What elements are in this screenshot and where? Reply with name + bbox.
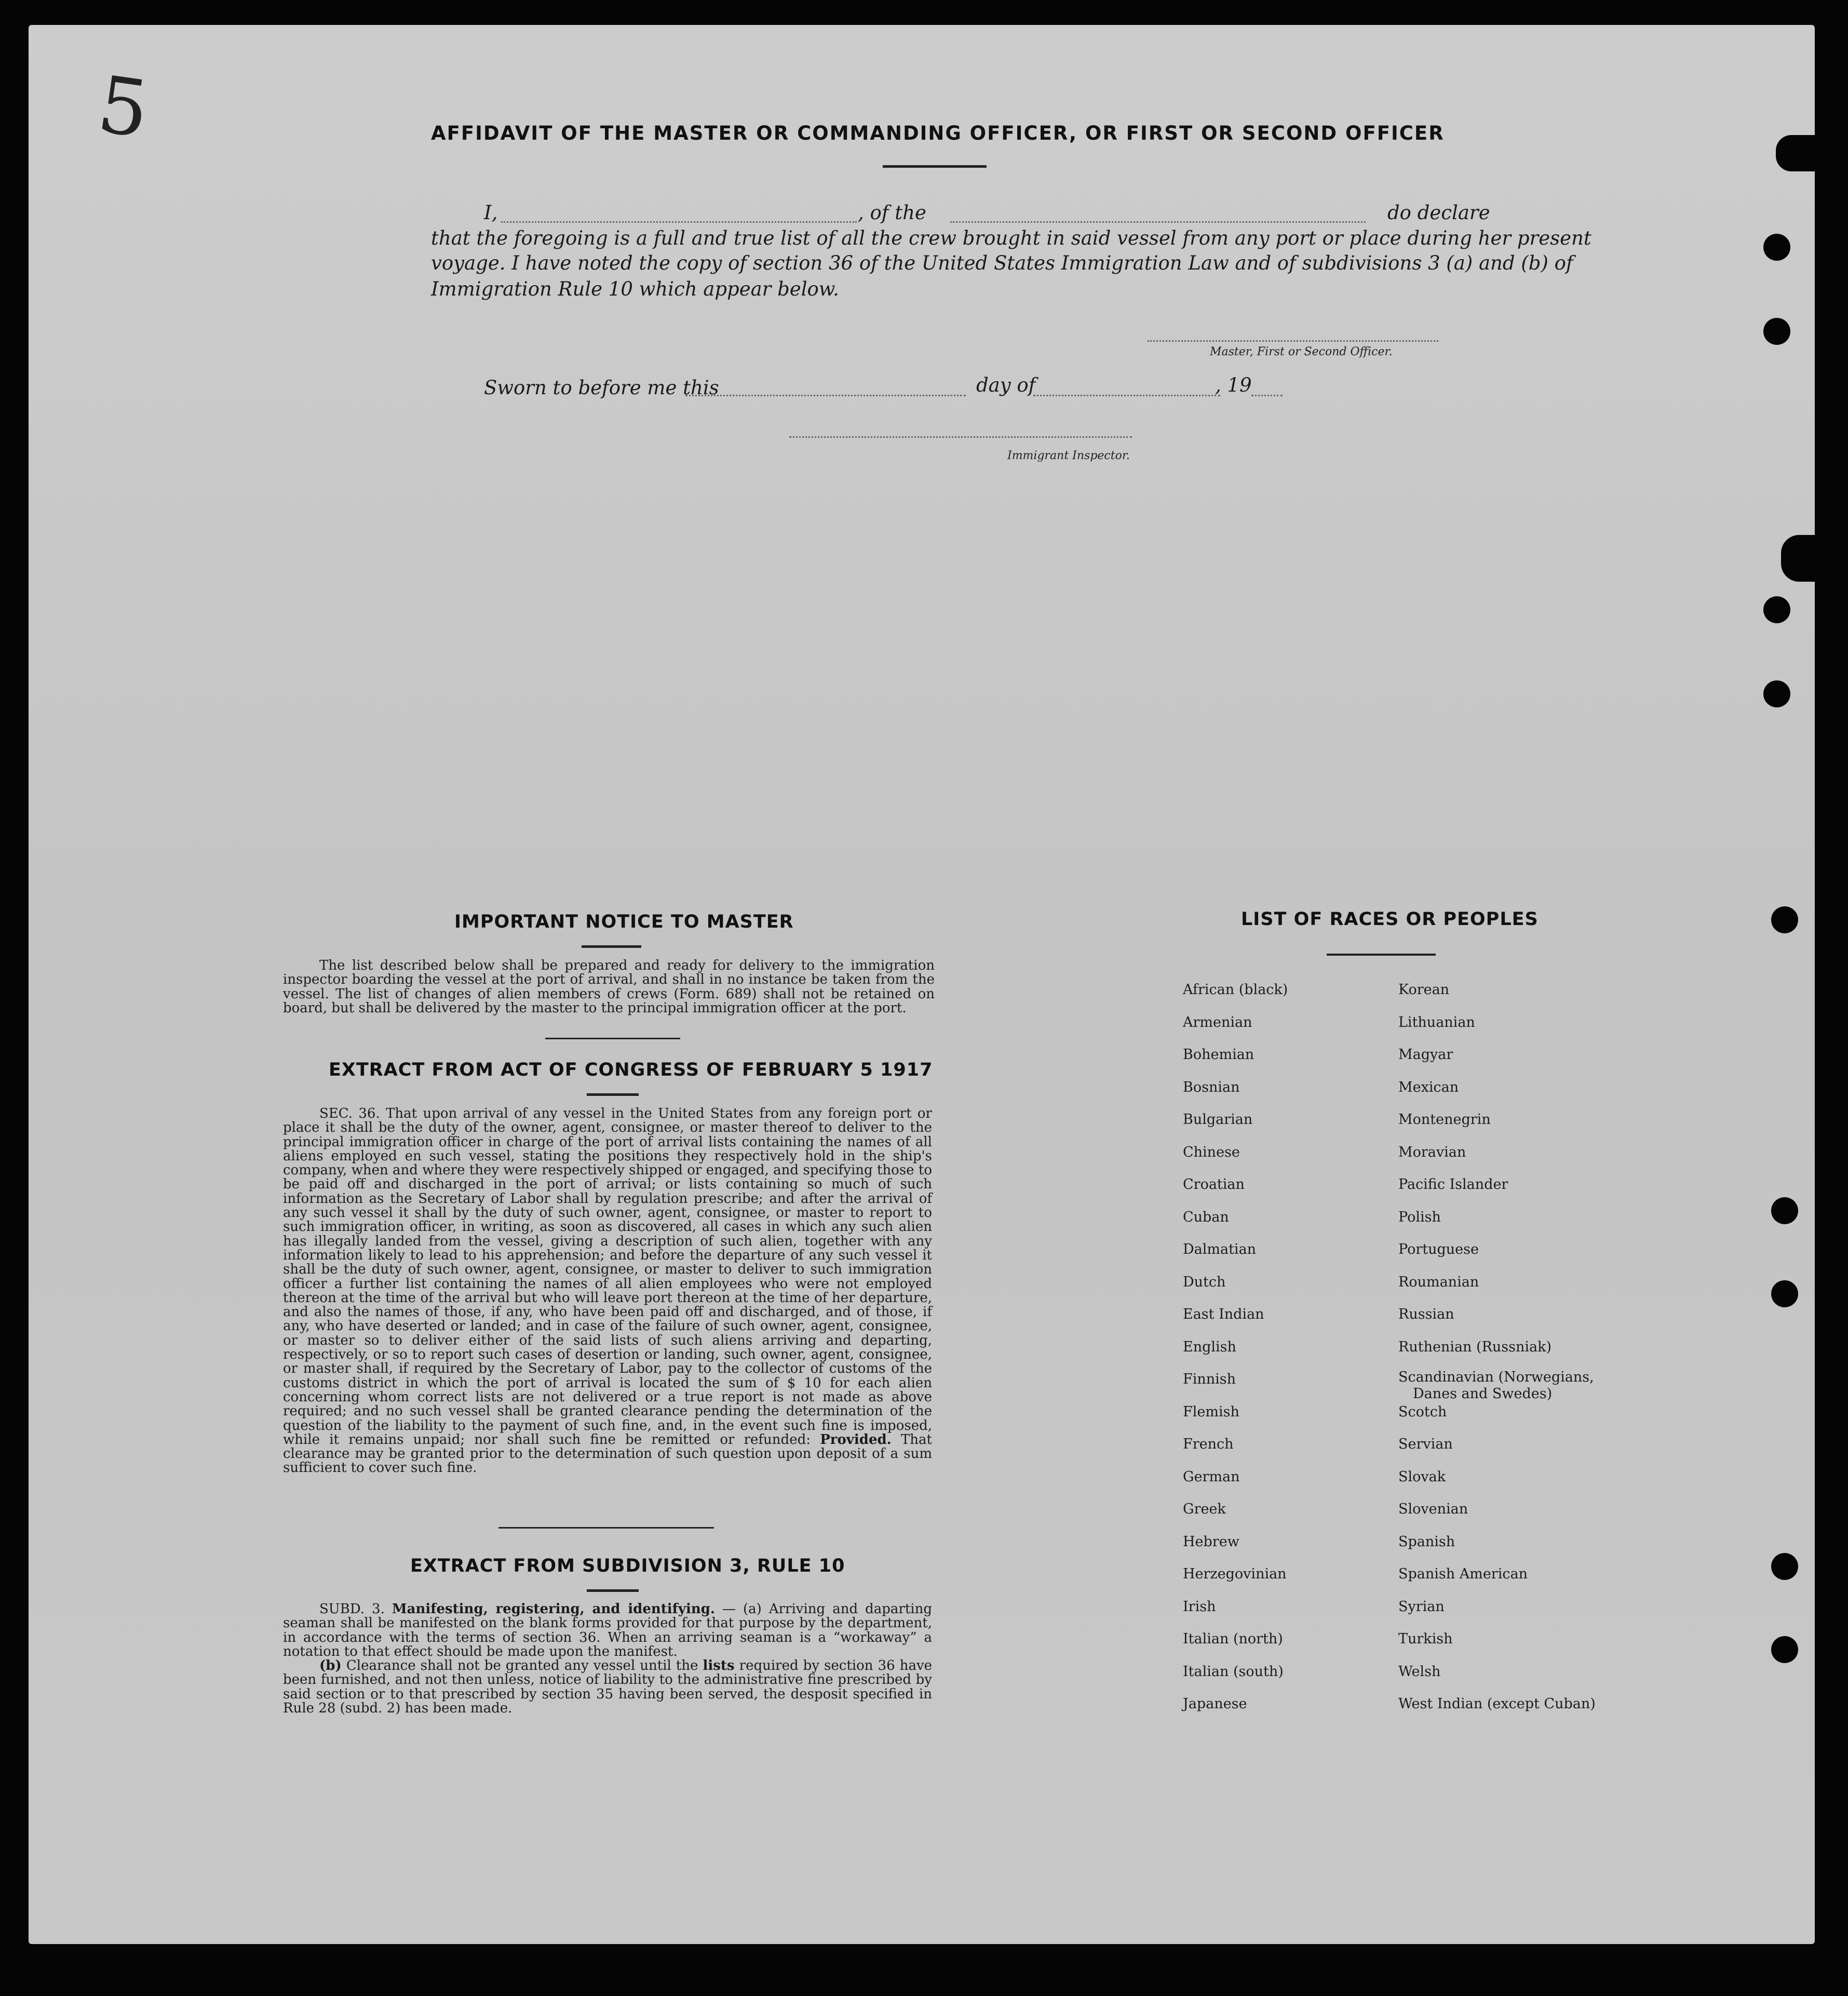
binder-hole xyxy=(1763,318,1790,345)
affidavit-i: I, xyxy=(484,202,498,224)
affidavit-line-2: that the foregoing is a full and true list of all the crew brought in said vessel from any port or place during her present xyxy=(431,227,1591,249)
name-field[interactable] xyxy=(501,221,857,223)
rule-subd-a-text: — (a) Arriving and daparting seaman shall be manifested on the blank forms provided for that purpose by the department, in accordance with the terms of section 36. When an arriving seaman is a “workaway” a notation to that effect should be made upon the manifest. xyxy=(283,1601,932,1659)
race-item: Slovenian xyxy=(1398,1501,1468,1517)
race-item: Cuban xyxy=(1183,1209,1229,1225)
year-prefix: , 19 xyxy=(1215,374,1252,396)
race-item: Servian xyxy=(1398,1436,1453,1452)
race-item: Roumanian xyxy=(1398,1274,1479,1290)
race-item: Bulgarian xyxy=(1183,1111,1253,1128)
race-item: Pacific Islander xyxy=(1398,1176,1508,1193)
divider xyxy=(587,1093,639,1096)
affidavit-title: AFFIDAVIT OF THE MASTER OR COMMANDING OFFICER, OR FIRST OR SECOND OFFICER xyxy=(431,122,1445,144)
divider xyxy=(545,1038,680,1039)
race-item: Croatian xyxy=(1183,1176,1245,1193)
race-item: Armenian xyxy=(1183,1014,1252,1030)
race-item: Bohemian xyxy=(1183,1047,1255,1063)
rule-subd-a xyxy=(283,1602,932,1659)
rule-subd-heading: Manifesting, registering, and identifying. xyxy=(392,1601,715,1617)
race-item: Irish xyxy=(1183,1598,1216,1615)
race-item: Italian (north) xyxy=(1183,1631,1283,1647)
race-item: Slovak xyxy=(1398,1468,1446,1485)
binder-hole xyxy=(1771,1553,1798,1580)
page-edge-notch xyxy=(1776,135,1848,171)
act-extract-text xyxy=(283,1107,932,1476)
binder-hole xyxy=(1771,1197,1798,1224)
race-item: Bosnian xyxy=(1183,1079,1240,1095)
race-item-continued: Danes and Swedes) xyxy=(1413,1386,1553,1402)
race-item: Syrian xyxy=(1398,1598,1445,1615)
notice-title: IMPORTANT NOTICE TO MASTER xyxy=(454,912,794,932)
act-text-main: SEC. 36. That upon arrival of any vessel in the United States from any foreign port or place it shall be the duty of the owner, agent, consignee, or master thereof to deliver to the principal immigration officer in charge of the port of arrival lists containing the names of all aliens employed en such vessel, stating the positions they respectively hold in the ship's company, when and where they were respectively shipped or engaged, and specifying those to be paid off and discharged in the port of arrival; or lists containing so much of such information as the Secretary of Labor shall by regulation prescribe; and after the arrival of any such vessel it shall by the duty of such owner, agent, consignee, or master to report to such immigration officer, in writing, as soon as discovered, all cases in which any such alien has illegally landed from the vessel, giving a description of such alien, together with any information likely to lead to his apprehension; and before the departure of any such vessel it shall be the duty of such owner, agent, consignee, or master to deliver to such immigration officer a further list containing the names of all alien employees who were not employed thereon at the time of the arrival but who will leave port thereon at the time of her departure, and also the names of those, if any, who have been paid off and discharged, and of those, if any, who have deserted or landed; and in case of the failure of such owner, agent, consignee, or master so to deliver either of the said lists of such aliens arriving and departing, respectively, or so to report such cases of desertion or landing, such owner, agent, consignee, or master shall, if required by the Secretary of Labor, pay to the collector of customs of the customs district in which the port of arrival is located the sum of $ 10 for each alien concerning whom correct lists are not delivered or a true report is not made as above required; and no such vessel shall be granted clearance pending the determination of the question of the liability to the payment of such fine, and, in the event such fine is imposed, while it remains unpaid; nor shall such fine be remitted or refunded: xyxy=(283,1106,932,1448)
affidavit-line-3: voyage. I have noted the copy of section 36 of the United States Immigration Law and of subdivisions 3 (a) and (b) of xyxy=(431,252,1573,274)
rule-subd-b-lists: lists xyxy=(703,1658,735,1674)
divider xyxy=(587,1589,639,1592)
rule-extract-title: EXTRACT FROM SUBDIVISION 3, RULE 10 xyxy=(410,1556,845,1576)
handwritten-margin-mark: 5 xyxy=(92,59,155,156)
race-item: Welsh xyxy=(1398,1663,1441,1680)
sworn-month-field[interactable] xyxy=(1033,395,1220,396)
race-item: Montenegrin xyxy=(1398,1111,1491,1128)
act-text-end: That clearance may be granted prior to the determination of such question upon deposit of a sum sufficient to cover such fine. xyxy=(283,1431,932,1476)
race-item: German xyxy=(1183,1468,1240,1485)
vessel-field[interactable] xyxy=(950,221,1366,223)
inspector-signature-field[interactable] xyxy=(789,436,1132,438)
race-item: Scandinavian (Norwegians, xyxy=(1398,1369,1594,1385)
race-item: Moravian xyxy=(1398,1144,1466,1160)
race-item: Korean xyxy=(1398,982,1450,998)
race-item: Scotch xyxy=(1398,1403,1447,1420)
divider xyxy=(498,1527,714,1529)
race-item: Hebrew xyxy=(1183,1533,1239,1550)
race-item: Magyar xyxy=(1398,1047,1453,1063)
race-item: East Indian xyxy=(1183,1306,1264,1322)
race-item: Mexican xyxy=(1398,1079,1459,1095)
master-caption: Master, First or Second Officer. xyxy=(1210,345,1393,358)
race-item: English xyxy=(1183,1338,1236,1355)
binder-hole xyxy=(1771,1636,1798,1663)
races-title: LIST OF RACES OR PEOPLES xyxy=(1241,909,1539,930)
rule-subd-label: SUBD. 3. xyxy=(319,1601,385,1617)
race-item: Chinese xyxy=(1183,1144,1240,1160)
race-item: Lithuanian xyxy=(1398,1014,1475,1030)
race-item: West Indian (except Cuban) xyxy=(1398,1696,1596,1712)
binder-hole xyxy=(1771,1280,1798,1307)
race-item: Ruthenian (Russniak) xyxy=(1398,1338,1552,1355)
race-item: Japanese xyxy=(1183,1696,1247,1712)
race-item: Dutch xyxy=(1183,1274,1226,1290)
sworn-date-field[interactable] xyxy=(685,395,966,396)
race-item: Italian (south) xyxy=(1183,1663,1284,1680)
sworn-year-field[interactable] xyxy=(1251,395,1283,396)
race-item: Turkish xyxy=(1398,1631,1453,1647)
divider xyxy=(883,165,987,168)
affidavit-of-the: , of the xyxy=(858,202,926,224)
race-item: Greek xyxy=(1183,1501,1226,1517)
race-item: Herzegovinian xyxy=(1183,1566,1287,1582)
affidavit-line-1 xyxy=(484,202,1543,224)
race-item: Portuguese xyxy=(1398,1241,1479,1257)
sworn-label: Sworn to before me this xyxy=(484,377,719,399)
affidavit-line-4: Immigration Rule 10 which appear below. xyxy=(431,278,839,300)
binder-hole xyxy=(1771,906,1798,933)
race-item: Russian xyxy=(1398,1306,1454,1322)
race-item: Spanish xyxy=(1398,1533,1455,1550)
race-item: Finnish xyxy=(1183,1371,1236,1387)
notice-text xyxy=(283,959,935,1015)
divider xyxy=(582,945,641,948)
act-provided: Provided. xyxy=(820,1431,892,1448)
race-item: Flemish xyxy=(1183,1403,1239,1420)
binder-hole xyxy=(1763,596,1790,623)
rule-extract-text xyxy=(283,1602,932,1716)
race-item: African (black) xyxy=(1183,982,1288,998)
act-section-36 xyxy=(283,1107,932,1476)
race-item: Dalmatian xyxy=(1183,1241,1257,1257)
inspector-caption: Immigrant Inspector. xyxy=(1007,449,1130,462)
race-item: Polish xyxy=(1398,1209,1441,1225)
race-item: Spanish American xyxy=(1398,1566,1528,1582)
binder-hole xyxy=(1763,680,1790,707)
divider xyxy=(1327,954,1436,956)
act-extract-title: EXTRACT FROM ACT OF CONGRESS OF FEBRUARY 5 1917 xyxy=(329,1060,933,1080)
rule-subd-b-text-1: Clearance shall not be granted any vessel until the xyxy=(346,1658,698,1674)
master-signature-field[interactable] xyxy=(1148,340,1438,342)
rule-subd-b-label: (b) xyxy=(319,1658,342,1674)
day-of-label: day of xyxy=(976,374,1036,396)
affidavit-declare: do declare xyxy=(1387,202,1490,224)
page-edge-notch xyxy=(1781,535,1848,582)
rule-subd-b xyxy=(283,1659,932,1716)
rule-subd-b-text-2: required by section 36 have been furnished, and not then unless, notice of liability to the administrative fine prescribed by said section or to that prescribed by section 35 having been served, the desposit specified in Rule 28 (subd. 2) has been made. xyxy=(283,1658,933,1717)
notice-paragraph: The list described below shall be prepared and ready for delivery to the immigration inspector boarding the vessel at the port of arrival, and shall in no instance be taken from the vessel. The list of changes of alien members of crews (Form. 689) shall not be retained on board, but shall be delivered by the master to the principal immigration officer at the port. xyxy=(283,958,935,1016)
binder-hole xyxy=(1763,234,1790,261)
race-item: French xyxy=(1183,1436,1234,1452)
